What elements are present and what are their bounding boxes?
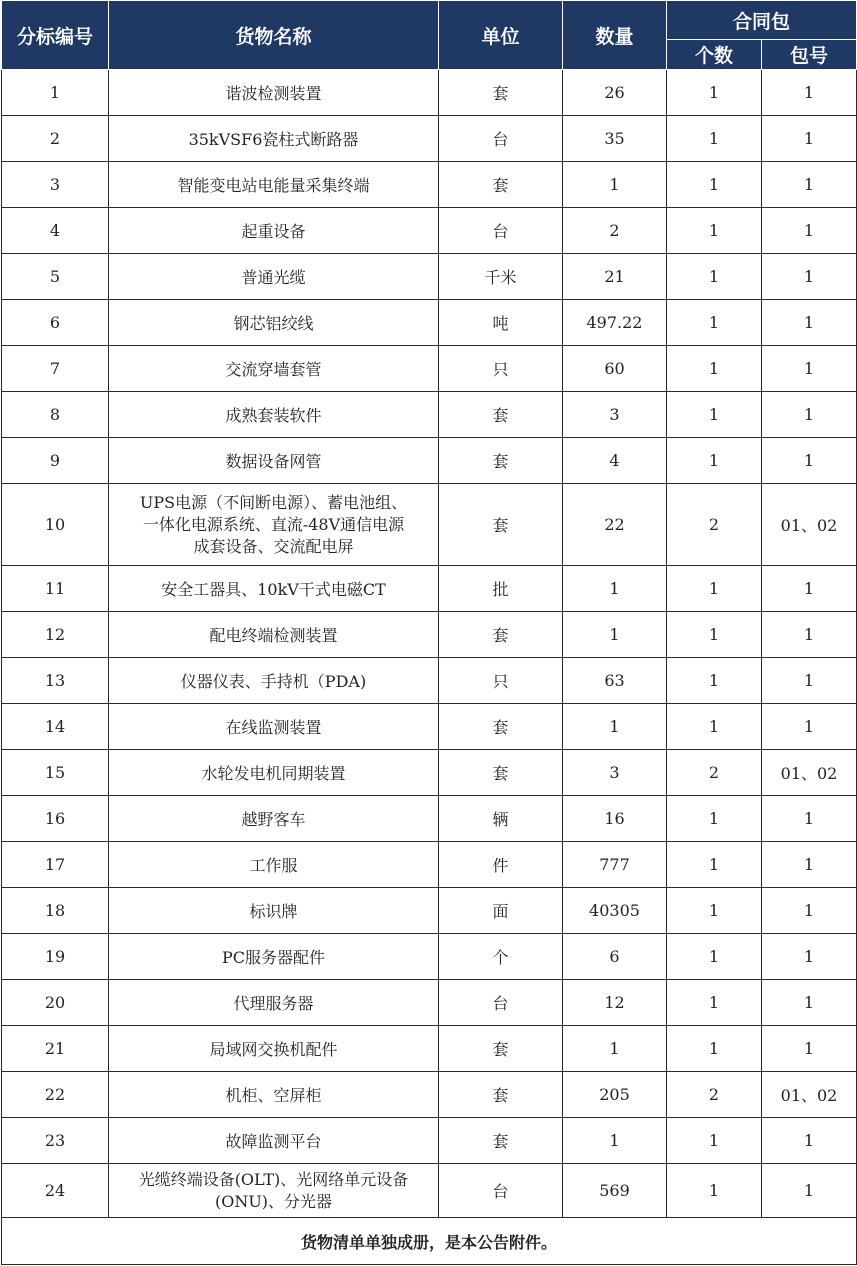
cell-name: 起重设备: [109, 208, 439, 254]
cell-unit: 台: [439, 116, 563, 162]
cell-count: 1: [667, 612, 762, 658]
cell-seq: 24: [2, 1164, 109, 1218]
cell-seq: 23: [2, 1118, 109, 1164]
cell-count: 1: [667, 1164, 762, 1218]
cell-pkg: 1: [762, 704, 857, 750]
cell-unit: 批: [439, 566, 563, 612]
cell-qty: 1: [563, 612, 667, 658]
cell-qty: 21: [563, 254, 667, 300]
cell-count: 1: [667, 392, 762, 438]
cell-qty: 205: [563, 1072, 667, 1118]
cell-name: [109, 484, 439, 566]
cell-count: 1: [667, 70, 762, 116]
table-row: [2, 1072, 857, 1118]
cell-seq: 15: [2, 750, 109, 796]
cell-name-line: (ONU)、分光器: [214, 1191, 333, 1211]
table-header: [2, 1, 857, 70]
cell-count: 1: [667, 980, 762, 1026]
cell-unit: 套: [439, 392, 563, 438]
cell-count: 1: [667, 796, 762, 842]
cell-seq: 4: [2, 208, 109, 254]
cell-pkg: 1: [762, 612, 857, 658]
cell-unit: 只: [439, 658, 563, 704]
cell-pkg: 1: [762, 888, 857, 934]
cell-name: 越野客车: [109, 796, 439, 842]
cell-qty: 569: [563, 1164, 667, 1218]
cell-qty: 1: [563, 566, 667, 612]
cell-name: 数据设备网管: [109, 438, 439, 484]
cell-name-line: UPS电源（不间断电源）、蓄电池组、: [139, 492, 408, 512]
cell-count: 1: [667, 254, 762, 300]
table-row: [2, 796, 857, 842]
cell-qty: 26: [563, 70, 667, 116]
cell-name: 代理服务器: [109, 980, 439, 1026]
cell-seq: 20: [2, 980, 109, 1026]
cell-name: 交流穿墙套管: [109, 346, 439, 392]
header-seq: 分标编号: [2, 1, 109, 70]
cell-unit: 台: [439, 1164, 563, 1218]
table-row: [2, 392, 857, 438]
cell-pkg: 1: [762, 658, 857, 704]
cell-pkg: 1: [762, 796, 857, 842]
cell-seq: 8: [2, 392, 109, 438]
cell-count: 1: [667, 566, 762, 612]
header-qty: 数量: [563, 1, 667, 70]
cell-pkg: 1: [762, 1118, 857, 1164]
cell-seq: 6: [2, 300, 109, 346]
cell-count: 1: [667, 658, 762, 704]
cell-name: 在线监测装置: [109, 704, 439, 750]
table-row: [2, 484, 857, 566]
cell-seq: 16: [2, 796, 109, 842]
cell-unit: 台: [439, 980, 563, 1026]
cell-count: 1: [667, 888, 762, 934]
cell-qty: 3: [563, 392, 667, 438]
cell-qty: 1: [563, 1118, 667, 1164]
table-row: [2, 842, 857, 888]
cell-name: 工作服: [109, 842, 439, 888]
cell-seq: 2: [2, 116, 109, 162]
cell-pkg: 1: [762, 566, 857, 612]
cell-seq: 3: [2, 162, 109, 208]
cell-seq: 12: [2, 612, 109, 658]
table-row: [2, 300, 857, 346]
cell-count: 2: [667, 484, 762, 566]
table-row: [2, 1026, 857, 1072]
goods-table: [1, 0, 857, 1265]
cell-pkg: 1: [762, 208, 857, 254]
cell-seq: 17: [2, 842, 109, 888]
cell-unit: 套: [439, 70, 563, 116]
cell-unit: 吨: [439, 300, 563, 346]
table-row: [2, 116, 857, 162]
table-row: [2, 612, 857, 658]
cell-unit: 套: [439, 612, 563, 658]
cell-unit: 套: [439, 438, 563, 484]
cell-count: 2: [667, 750, 762, 796]
cell-unit: 面: [439, 888, 563, 934]
cell-name: 钢芯铝绞线: [109, 300, 439, 346]
cell-qty: 60: [563, 346, 667, 392]
cell-unit: 套: [439, 1072, 563, 1118]
cell-pkg: 1: [762, 254, 857, 300]
cell-name-line: 光缆终端设备(OLT)、光网络单元设备: [138, 1169, 409, 1189]
cell-pkg: 1: [762, 934, 857, 980]
cell-seq: 9: [2, 438, 109, 484]
cell-unit: 件: [439, 842, 563, 888]
header-name: 货物名称: [109, 1, 439, 70]
header-unit: 单位: [439, 1, 563, 70]
cell-seq: 14: [2, 704, 109, 750]
cell-count: 1: [667, 1026, 762, 1072]
cell-pkg: 1: [762, 70, 857, 116]
cell-count: 1: [667, 162, 762, 208]
cell-name: PC服务器配件: [109, 934, 439, 980]
cell-pkg: 01、02: [762, 1072, 857, 1118]
table-row: [2, 438, 857, 484]
cell-unit: 套: [439, 704, 563, 750]
cell-unit: 辆: [439, 796, 563, 842]
cell-name: 局域网交换机配件: [109, 1026, 439, 1072]
cell-unit: 套: [439, 1026, 563, 1072]
table-row: [2, 346, 857, 392]
cell-count: 1: [667, 300, 762, 346]
cell-pkg: 01、02: [762, 750, 857, 796]
cell-name: [109, 1164, 439, 1218]
cell-qty: 1: [563, 1026, 667, 1072]
cell-seq: 10: [2, 484, 109, 566]
table-row: [2, 980, 857, 1026]
cell-qty: 22: [563, 484, 667, 566]
cell-seq: 5: [2, 254, 109, 300]
cell-qty: 1: [563, 704, 667, 750]
table-row: [2, 658, 857, 704]
cell-seq: 1: [2, 70, 109, 116]
cell-pkg: 1: [762, 438, 857, 484]
cell-unit: 个: [439, 934, 563, 980]
header-contract: 合同包: [667, 1, 857, 40]
cell-name: 标识牌: [109, 888, 439, 934]
cell-qty: 35: [563, 116, 667, 162]
cell-qty: 63: [563, 658, 667, 704]
cell-pkg: 1: [762, 346, 857, 392]
cell-seq: 7: [2, 346, 109, 392]
table-row: [2, 750, 857, 796]
cell-name: 普通光缆: [109, 254, 439, 300]
table-row: [2, 704, 857, 750]
cell-unit: 台: [439, 208, 563, 254]
cell-qty: 6: [563, 934, 667, 980]
cell-count: 1: [667, 842, 762, 888]
cell-name: 安全工器具、10kV干式电磁CT: [109, 566, 439, 612]
table-row: [2, 934, 857, 980]
cell-unit: 千米: [439, 254, 563, 300]
cell-seq: 13: [2, 658, 109, 704]
cell-unit: 套: [439, 484, 563, 566]
cell-qty: 3: [563, 750, 667, 796]
cell-pkg: 1: [762, 1164, 857, 1218]
table-row: [2, 70, 857, 116]
cell-count: 1: [667, 208, 762, 254]
cell-pkg: 1: [762, 392, 857, 438]
cell-name: 配电终端检测装置: [109, 612, 439, 658]
cell-qty: 777: [563, 842, 667, 888]
cell-seq: 21: [2, 1026, 109, 1072]
table-row: [2, 888, 857, 934]
cell-seq: 11: [2, 566, 109, 612]
cell-qty: 2: [563, 208, 667, 254]
table-row: [2, 566, 857, 612]
cell-qty: 16: [563, 796, 667, 842]
cell-name: 仪器仪表、手持机（PDA): [109, 658, 439, 704]
cell-unit: 套: [439, 1118, 563, 1164]
cell-name: 智能变电站电能量采集终端: [109, 162, 439, 208]
table-body: [2, 70, 857, 1218]
cell-qty: 4: [563, 438, 667, 484]
cell-pkg: 1: [762, 1026, 857, 1072]
cell-count: 1: [667, 934, 762, 980]
cell-name: 谐波检测装置: [109, 70, 439, 116]
cell-qty: 40305: [563, 888, 667, 934]
cell-pkg: 1: [762, 116, 857, 162]
cell-count: 1: [667, 438, 762, 484]
cell-seq: 22: [2, 1072, 109, 1118]
cell-pkg: 1: [762, 842, 857, 888]
cell-pkg: 01、02: [762, 484, 857, 566]
cell-qty: 1: [563, 162, 667, 208]
cell-count: 1: [667, 116, 762, 162]
header-count: 个数: [667, 40, 762, 70]
table-row: [2, 1118, 857, 1164]
cell-pkg: 1: [762, 980, 857, 1026]
cell-name: 35kVSF6瓷柱式断路器: [109, 116, 439, 162]
cell-name: 机柜、空屏柜: [109, 1072, 439, 1118]
cell-pkg: 1: [762, 162, 857, 208]
cell-count: 1: [667, 704, 762, 750]
cell-name-line: 一体化电源系统、直流-48V通信电源: [142, 514, 405, 534]
cell-unit: 只: [439, 346, 563, 392]
table-row: [2, 1164, 857, 1218]
cell-count: 2: [667, 1072, 762, 1118]
footer-note: 货物清单单独成册，是本公告附件。: [2, 1218, 857, 1265]
table-row: [2, 162, 857, 208]
cell-name: 成熟套装软件: [109, 392, 439, 438]
cell-pkg: 1: [762, 300, 857, 346]
cell-qty: 497.22: [563, 300, 667, 346]
cell-count: 1: [667, 346, 762, 392]
cell-seq: 18: [2, 888, 109, 934]
cell-name: 故障监测平台: [109, 1118, 439, 1164]
cell-name-line: 成套设备、交流配电屏: [193, 536, 354, 556]
cell-seq: 19: [2, 934, 109, 980]
cell-name: 水轮发电机同期装置: [109, 750, 439, 796]
cell-unit: 套: [439, 750, 563, 796]
table-row: [2, 254, 857, 300]
header-pkg: 包号: [762, 40, 857, 70]
cell-qty: 12: [563, 980, 667, 1026]
cell-count: 1: [667, 1118, 762, 1164]
table-row: [2, 208, 857, 254]
cell-unit: 套: [439, 162, 563, 208]
